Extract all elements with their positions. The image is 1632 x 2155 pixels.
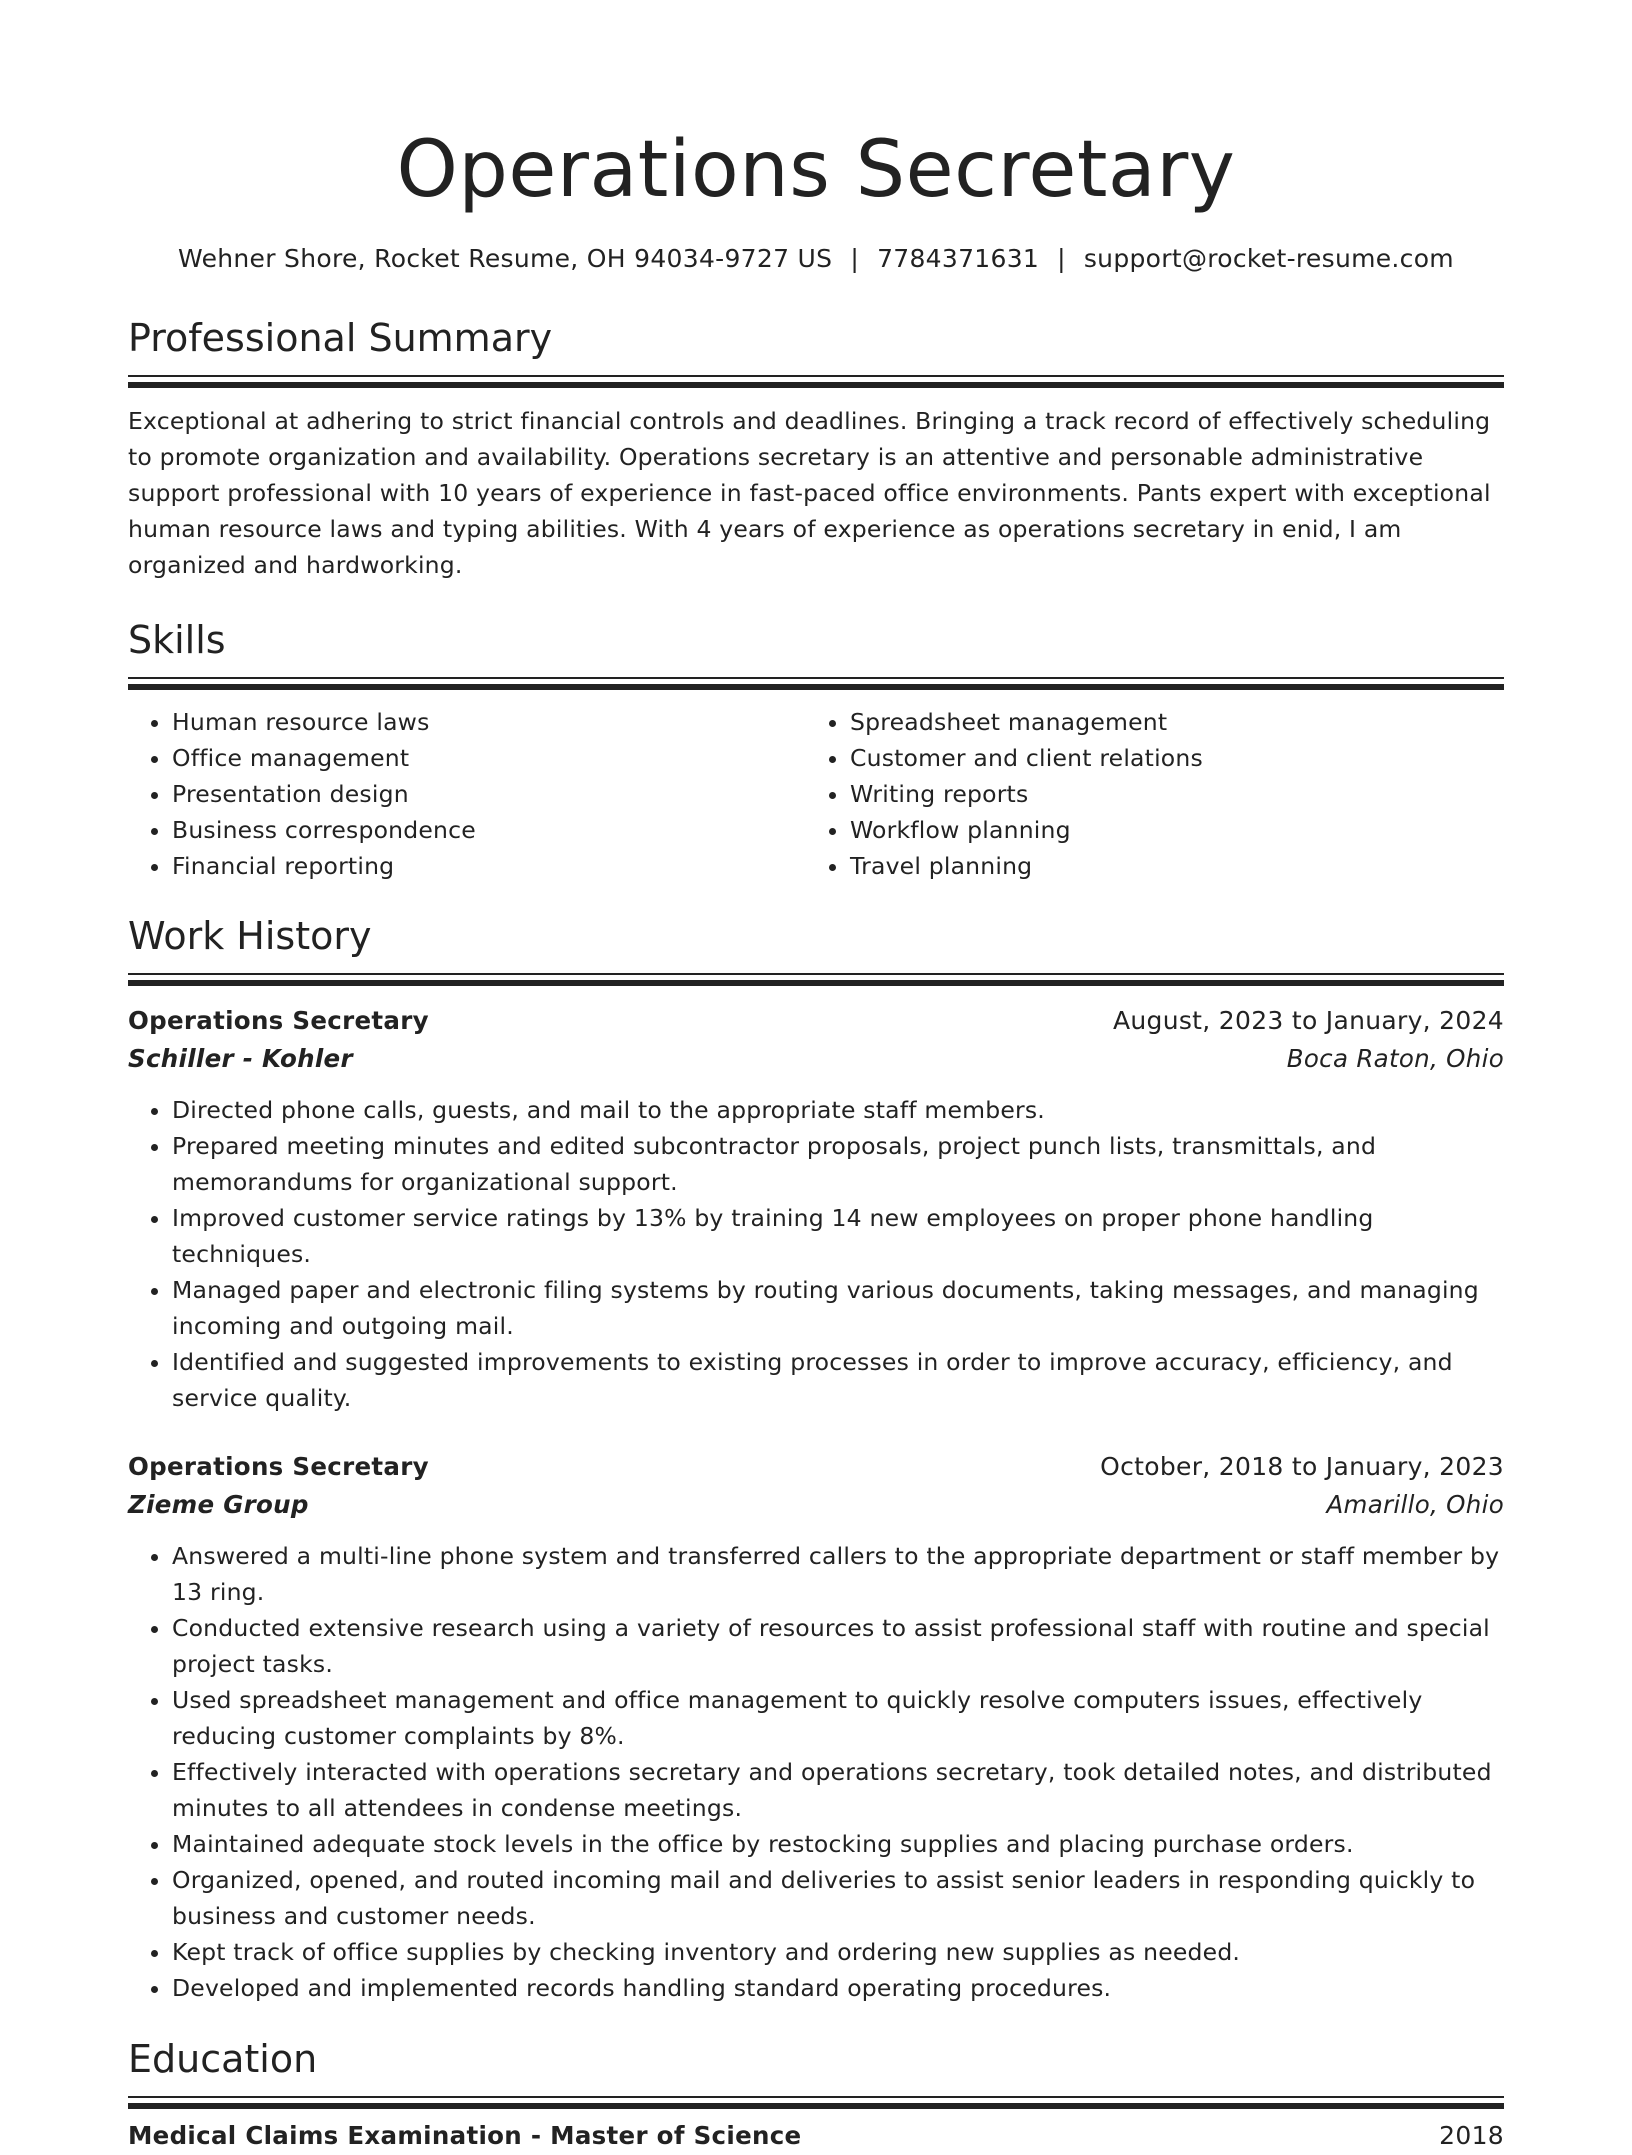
education-entry [128,2117,1504,2155]
section-title-education: Education [128,2037,318,2081]
skill-item: • Financial reporting [172,848,806,884]
job-dates: August, 2023 to January, 2024 [1113,1006,1504,1035]
section-title-summary: Professional Summary [128,316,553,360]
summary-section [128,313,1504,583]
education-year: 2018 [1439,2121,1504,2150]
skills-column-right [806,704,1484,884]
job-bullets [128,1092,1504,1416]
section-divider [128,2096,1504,2109]
skills-column-left [128,704,806,884]
contact-line [128,242,1504,276]
job-title: Operations Secretary [128,1006,429,1035]
job-bullet: • Kept track of office supplies by checking inventory and ordering new supplies as needed. [172,1934,1504,1970]
job-bullet: • Organized, opened, and routed incoming mail and deliveries to assist senior leaders in responding quickly to business and customer needs. [172,1862,1504,1934]
skill-item: • Travel planning [850,848,1484,884]
contact-email: support@rocket-resume.com [1083,244,1454,273]
job-title: Operations Secretary [128,1452,429,1481]
job-location: Boca Raton, Ohio [1286,1044,1504,1073]
resume-page [128,0,1504,2155]
contact-separator: | [850,244,860,273]
job-dates: October, 2018 to January, 2023 [1100,1452,1504,1481]
education-degree: Medical Claims Examination - Master of Science [128,2121,802,2150]
job-company: Schiller - Kohler [128,1044,353,1073]
summary-text: Exceptional at adhering to strict financial controls and deadlines. Bringing a track record of effectively scheduling to promote organization and availability. Operations secretary is an attentive and personable administrative support professional with 10 years of experience in fast-paced office environments. Pants expert with exceptional human resource laws and typing abilities. With 4 years of experience as operations secretary in enid, I am organized and hardworking. [128,407,1491,579]
skill-item: • Writing reports [850,776,1484,812]
job-bullet: • Conducted extensive research using a variety of resources to assist professional staff with routine and special project tasks. [172,1610,1504,1682]
skills-grid [128,704,1504,884]
job-subheader [128,1040,1504,1078]
job-bullet: • Maintained adequate stock levels in the office by restocking supplies and placing purchase orders. [172,1826,1504,1862]
job-bullets [128,1538,1504,2006]
skill-item: • Presentation design [172,776,806,812]
job-header [128,1448,1504,1486]
section-divider [128,677,1504,690]
education-section [128,2034,1504,2155]
skill-item: • Office management [172,740,806,776]
contact-separator: | [1057,244,1066,273]
job-bullet: • Improved customer service ratings by 13% by training 14 new employees on proper phone handling techniques. [172,1200,1504,1272]
section-title-skills: Skills [128,618,226,662]
job-company: Zieme Group [128,1490,309,1519]
job-entry [128,1448,1504,2006]
resume-name: Operations Secretary [396,125,1236,215]
job-bullet: • Prepared meeting minutes and edited subcontractor proposals, project punch lists, transmittals, and memorandums for organizational support. [172,1128,1504,1200]
job-header [128,1002,1504,1040]
job-bullet: • Answered a multi-line phone system and transferred callers to the appropriate department or staff member by 13 ring. [172,1538,1504,1610]
job-subheader [128,1486,1504,1524]
skill-item: • Business correspondence [172,812,806,848]
job-entry [128,1002,1504,1416]
job-bullet: • Used spreadsheet management and office management to quickly resolve computers issues, effectively reducing customer complaints by 8%. [172,1682,1504,1754]
skill-item: • Human resource laws [172,704,806,740]
contact-address: Wehner Shore, Rocket Resume, OH 94034-9727 US [178,244,833,273]
section-divider [128,973,1504,986]
job-bullet: • Developed and implemented records handling standard operating procedures. [172,1970,1504,2006]
contact-phone: 7784371631 [877,244,1040,273]
job-bullet: • Directed phone calls, guests, and mail to the appropriate staff members. [172,1092,1504,1128]
skill-item: • Workflow planning [850,812,1484,848]
skill-item: • Spreadsheet management [850,704,1484,740]
job-bullet: • Effectively interacted with operations secretary and operations secretary, took detailed notes, and distributed minutes to all attendees in condense meetings. [172,1754,1504,1826]
job-location: Amarillo, Ohio [1326,1490,1504,1519]
job-bullet: • Managed paper and electronic filing systems by routing various documents, taking messages, and managing incoming and outgoing mail. [172,1272,1504,1344]
section-divider [128,375,1504,388]
skill-item: • Customer and client relations [850,740,1484,776]
section-title-work: Work History [128,914,372,958]
work-section [128,911,1504,2006]
skills-section [128,615,1504,884]
job-bullet: • Identified and suggested improvements to existing processes in order to improve accuracy, efficiency, and service quality. [172,1344,1504,1416]
